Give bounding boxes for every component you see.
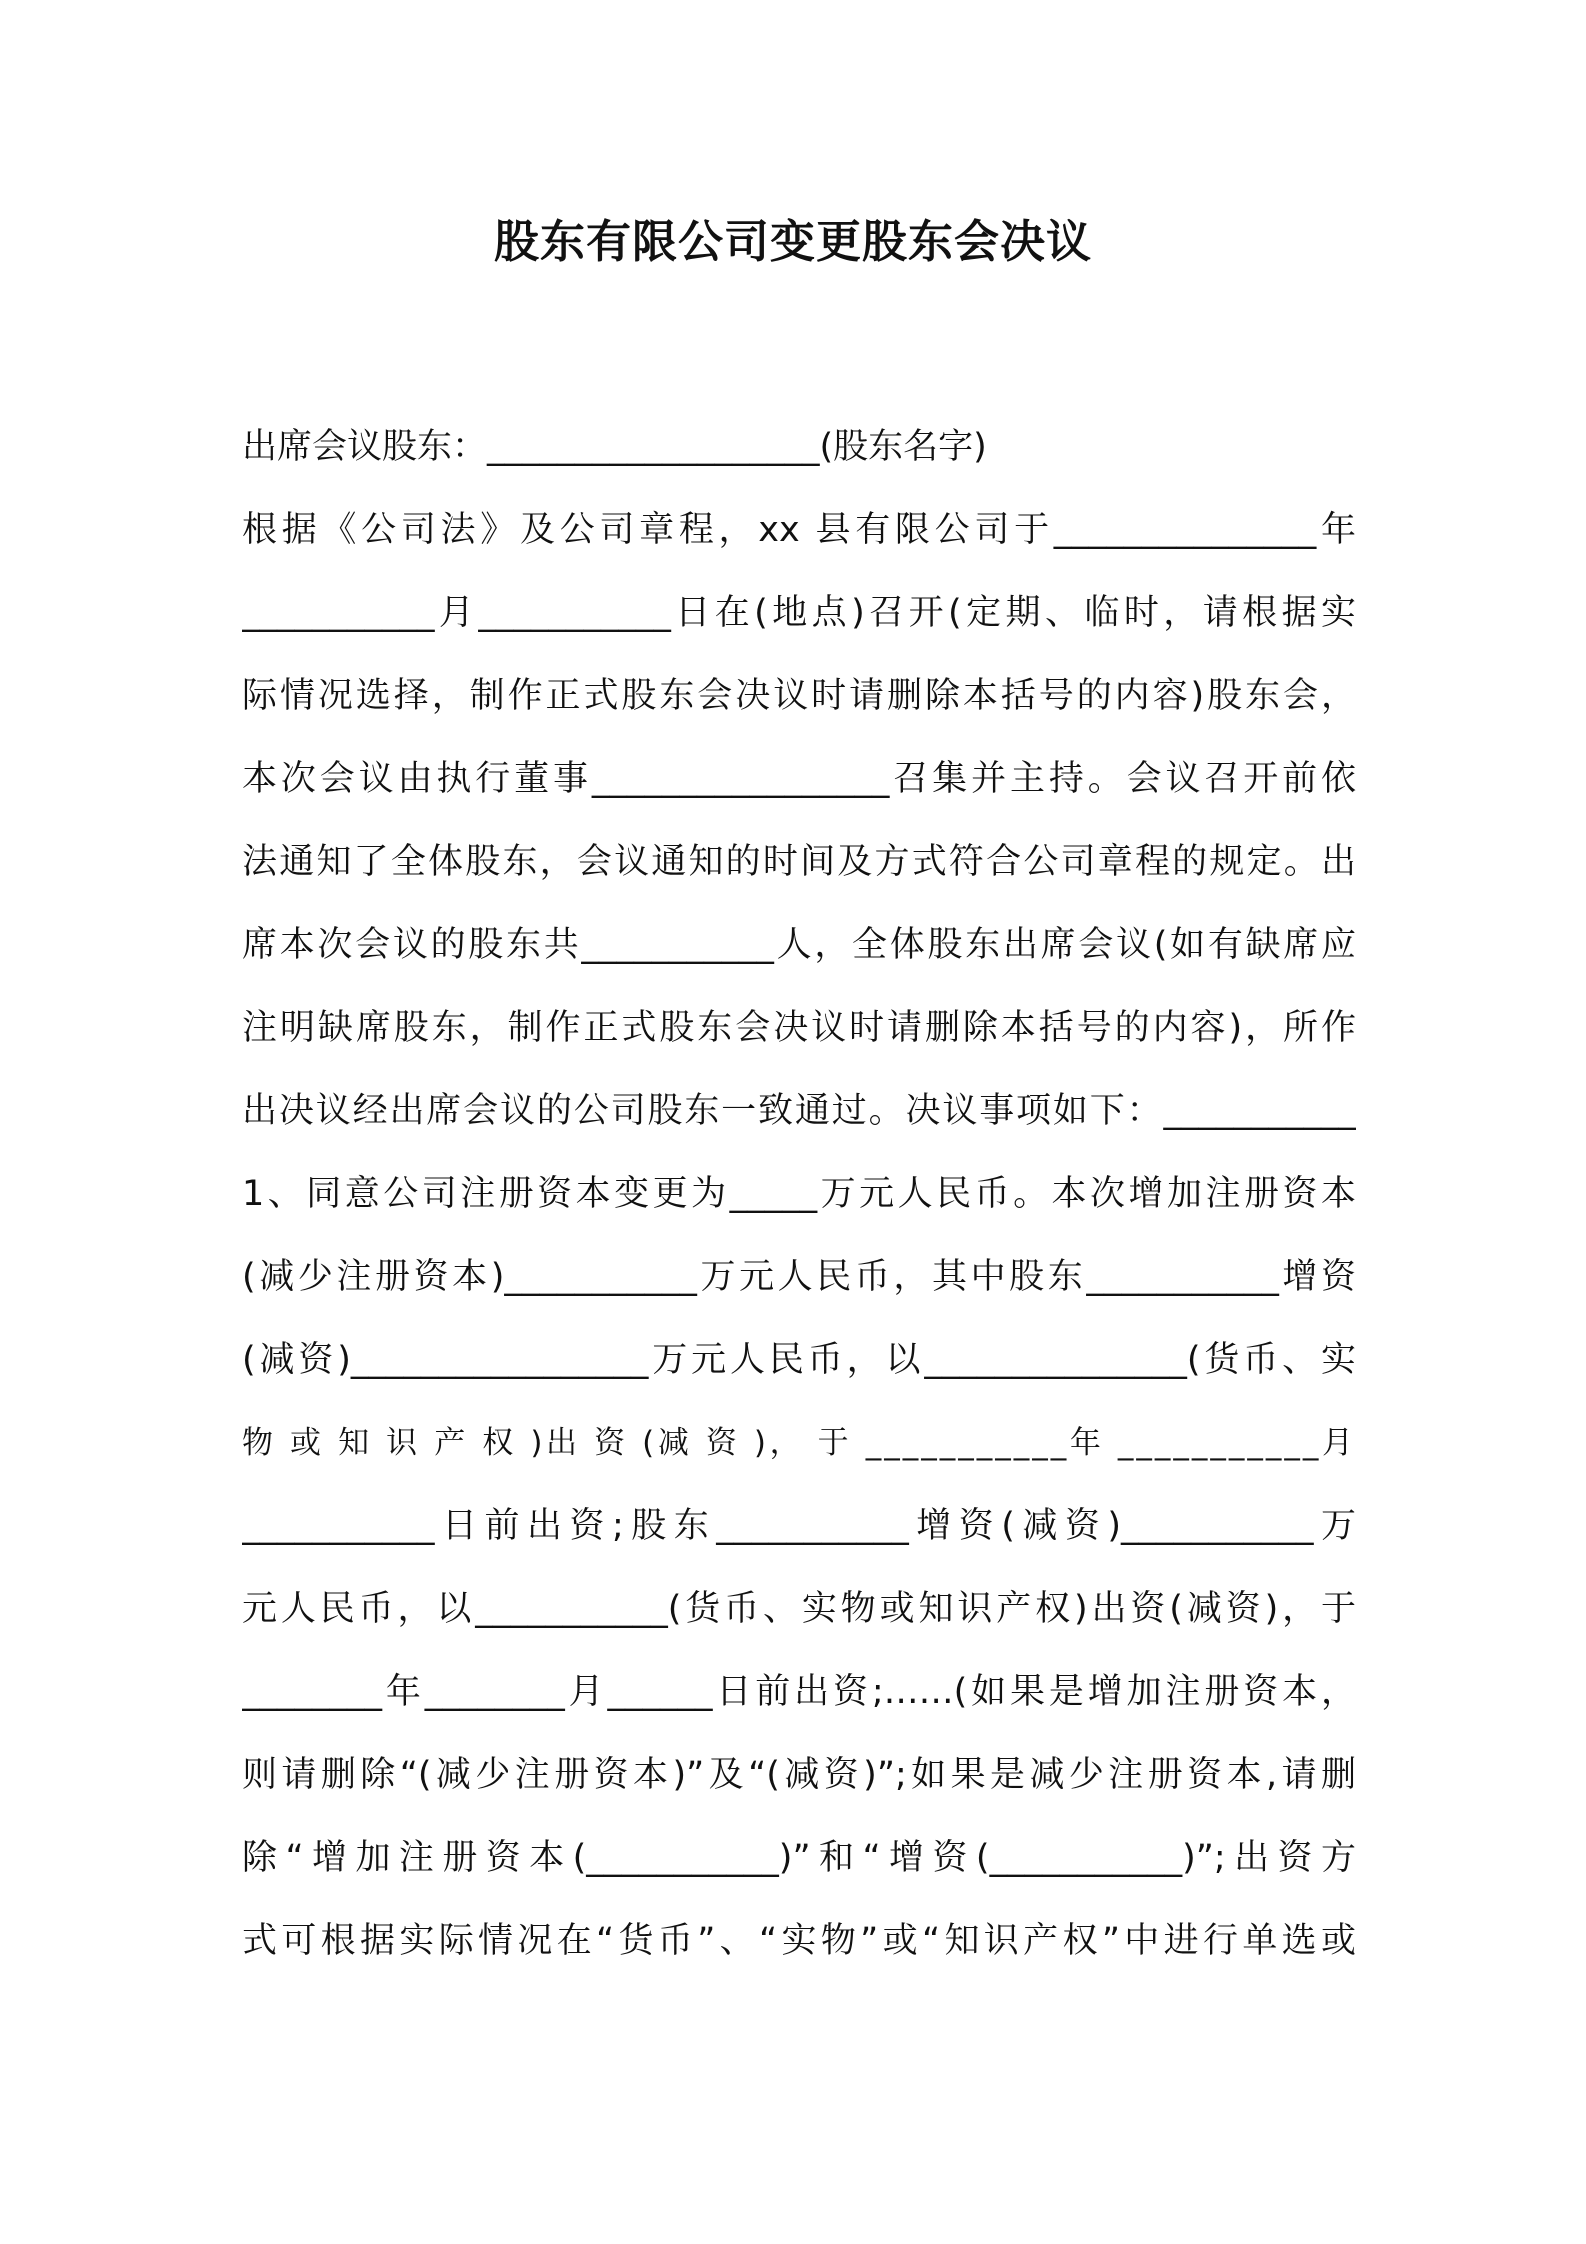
paragraph-line: 注明缺席股东，制作正式股东会决议时请删除本括号的内容)，所作 (242, 1008, 1356, 1048)
document-title: 股东有限公司变更股东会决议 (493, 215, 1092, 268)
resolution-item-line: 元人民币，以___________(货币、实物或知识产权)出资(减资)，于 (242, 1589, 1356, 1629)
document-body (242, 406, 1356, 1983)
paragraph-line: ___________月___________日在(地点)召开(定期、临时，请根据实 (242, 593, 1356, 633)
paragraph-line: 际情况选择，制作正式股东会决议时请删除本括号的内容)股东会， (242, 676, 1356, 716)
resolution-item-line: ___________日前出资;股东___________增资(减资)___________万 (242, 1506, 1356, 1546)
resolution-item-line: 1、同意公司注册资本变更为_____万元人民币。本次增加注册资本 (242, 1174, 1356, 1214)
resolution-item-line: (减资)_________________万元人民币，以_______________(货币、实 (242, 1340, 1356, 1380)
paragraph-line: 本次会议由执行董事_________________召集并主持。会议召开前依 (242, 759, 1356, 799)
paragraph-line: 根据《公司法》及公司章程，xx 县有限公司于_______________年 (242, 510, 1356, 550)
resolution-item-line: ________年________月______日前出资;……(如果是增加注册资本， (242, 1672, 1356, 1712)
paragraph-line: 出决议经出席会议的公司股东一致通过。决议事项如下：___________ (242, 1091, 1356, 1131)
resolution-item-line: (减少注册资本)___________万元人民币，其中股东___________增资 (242, 1257, 1356, 1297)
resolution-item-line: 物 或 知 识 产 权 )出 资 (减 资 )， 于 ___________年 ___________月 (242, 1425, 1356, 1461)
attendee-line: 出席会议股东：___________________(股东名字) (242, 427, 987, 467)
resolution-item-line: 则请删除“(减少注册资本)”及“(减资)”;如果是减少注册资本,请删 (242, 1755, 1356, 1795)
resolution-item-line: 除“增加注册资本(___________)”和“增资(___________)”;出资方 (242, 1838, 1356, 1878)
paragraph-line: 席本次会议的股东共___________人，全体股东出席会议(如有缺席应 (242, 925, 1356, 965)
resolution-item-line: 式可根据实际情况在“货币”、“实物”或“知识产权”中进行单选或 (242, 1921, 1356, 1961)
paragraph-line: 法通知了全体股东，会议通知的时间及方式符合公司章程的规定。出 (242, 842, 1356, 882)
